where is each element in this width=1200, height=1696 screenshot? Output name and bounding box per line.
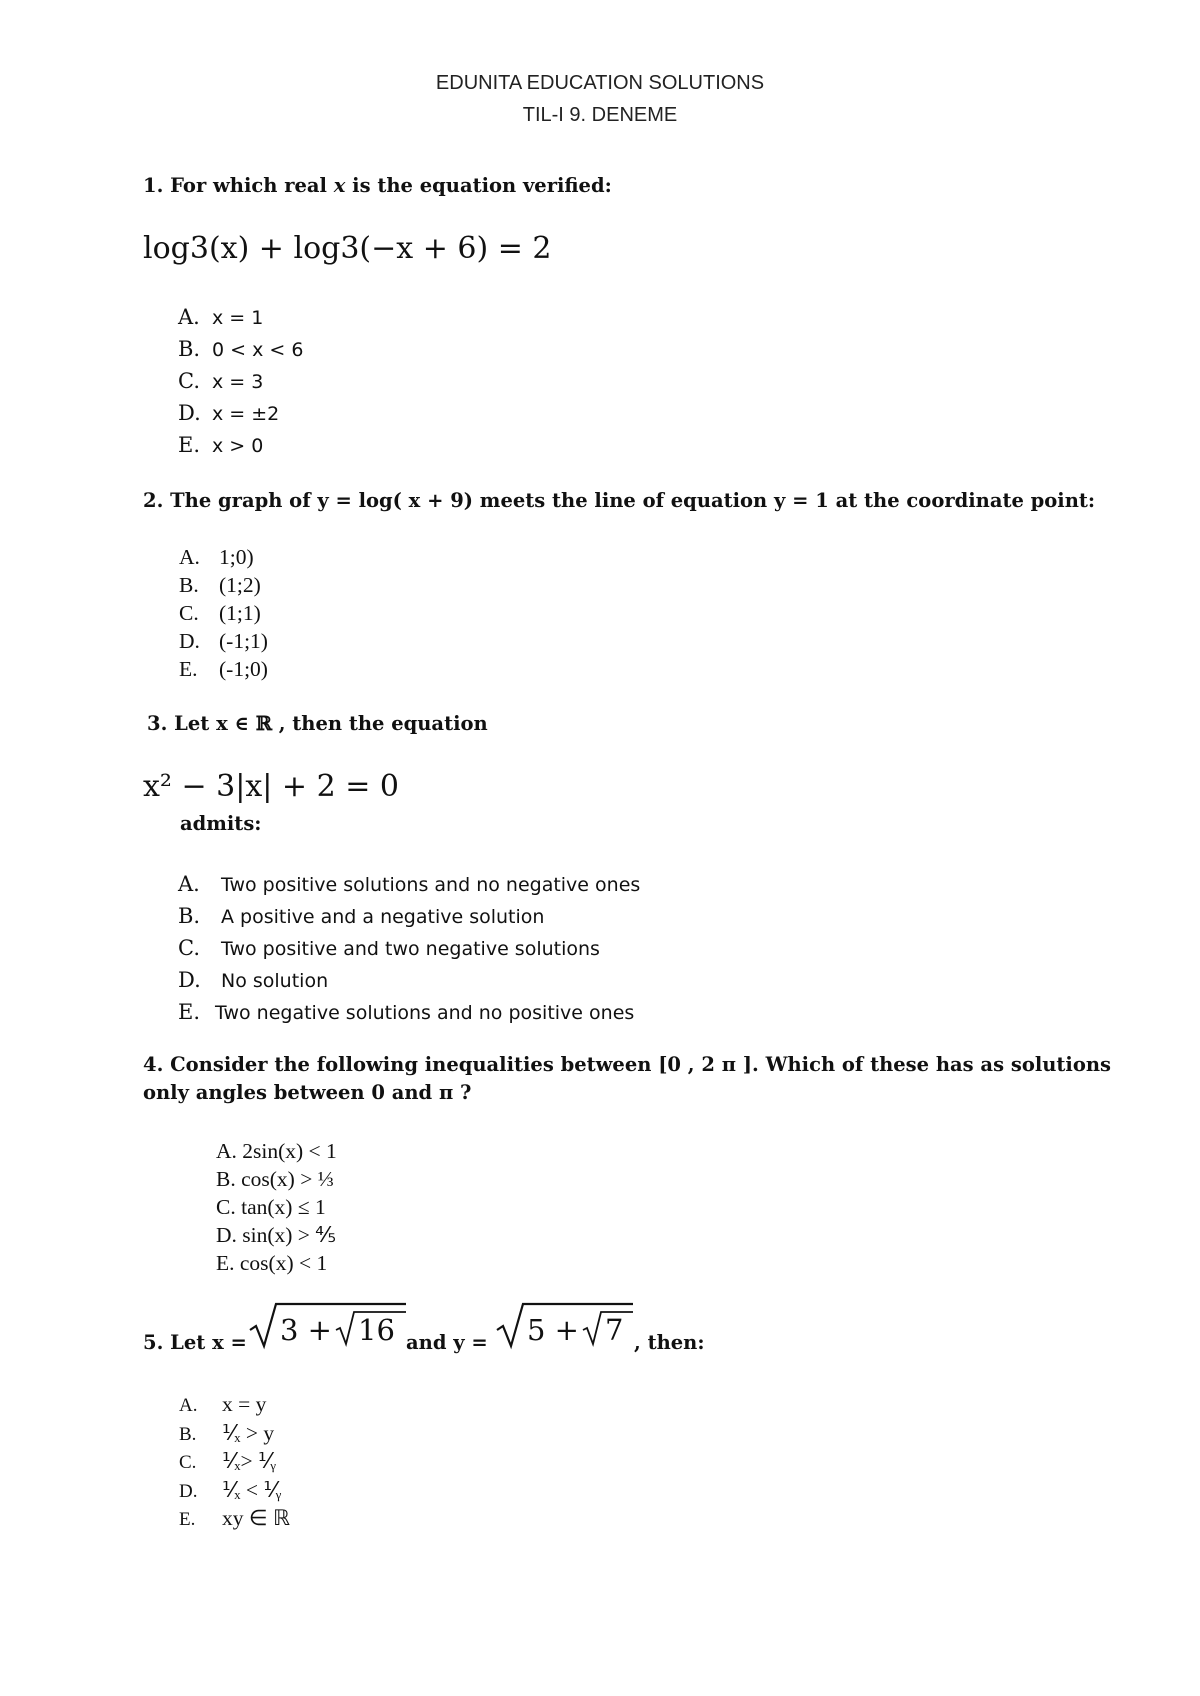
option-q1-b[interactable] — [178, 333, 303, 365]
option-letter: C. — [179, 1452, 197, 1473]
option-q3-e[interactable] — [178, 996, 640, 1028]
question-number: 5. — [143, 1331, 164, 1354]
option-letter: B. — [178, 904, 201, 928]
option-letter: A. — [179, 1395, 198, 1416]
option-letter: B. — [178, 337, 201, 361]
option-text: x > 0 — [212, 435, 264, 457]
option-text: Two negative solutions and no positive ones — [215, 1002, 635, 1024]
formula-q3 — [143, 762, 443, 810]
document-subtitle: TIL-I 9. DENEME — [522, 104, 678, 126]
question-1 — [143, 174, 612, 197]
option-text: (-1;0) — [219, 657, 268, 681]
question-5-then: , then: — [634, 1331, 705, 1354]
option-q2-c[interactable] — [179, 599, 268, 627]
option-q1-a[interactable] — [178, 301, 303, 333]
options-q2 — [179, 543, 268, 683]
option-q2-b[interactable] — [179, 571, 268, 599]
question-5 — [143, 1331, 247, 1354]
option-letter: E. — [179, 657, 198, 681]
option-text: x = ±2 — [212, 403, 280, 425]
option-text: (1;1) — [219, 601, 261, 625]
question-text: Let x ∈ ℝ , then the equation — [174, 712, 488, 735]
formula-q1 — [143, 222, 563, 272]
option-text: A positive and a negative solution — [221, 906, 545, 928]
option-letter: E. — [179, 1509, 196, 1530]
question-number: 3. — [147, 712, 168, 735]
option-letter: A. — [179, 545, 200, 569]
option-q5-a[interactable] — [179, 1390, 290, 1419]
option-q5-d[interactable] — [179, 1476, 290, 1505]
radical-x — [248, 1300, 408, 1352]
option-text: No solution — [221, 970, 329, 992]
question-text: Consider the following inequalities between [0 , 2 π ]. Which of these has as solutions — [170, 1053, 1111, 1076]
option-letter: C. — [178, 936, 200, 960]
option-q1-e[interactable] — [178, 429, 303, 461]
option-q3-c[interactable] — [178, 932, 640, 964]
option-letter: A. — [178, 305, 200, 329]
option-q3-a[interactable] — [178, 868, 640, 900]
option-text: 0 < x < 6 — [212, 339, 304, 361]
question-4 — [143, 1053, 1111, 1076]
question-variable: x — [333, 174, 346, 197]
option-q5-b[interactable] — [179, 1419, 290, 1448]
options-q4 — [216, 1137, 337, 1277]
option-q1-c[interactable] — [178, 365, 303, 397]
option-q1-d[interactable] — [178, 397, 303, 429]
option-text: Two positive solutions and no negative ones — [221, 874, 641, 896]
options-q1 — [178, 301, 303, 461]
option-q5-e[interactable] — [179, 1504, 290, 1533]
option-text: x = 1 — [212, 307, 264, 329]
option-q2-e[interactable] — [179, 655, 268, 683]
option-q3-d[interactable] — [178, 964, 640, 996]
document-title: EDUNITA EDUCATION SOLUTIONS — [435, 72, 765, 94]
option-letter: B. — [179, 573, 199, 597]
option-text: x = y — [222, 1392, 267, 1416]
question-3-continuation: admits: — [180, 812, 262, 835]
option-text: ⅟ₓ < ⅟ᵧ — [222, 1477, 282, 1502]
option-letter: D. — [179, 629, 200, 653]
option-q3-b[interactable] — [178, 900, 640, 932]
option-q2-d[interactable] — [179, 627, 268, 655]
question-text: is the equation verified: — [345, 174, 612, 197]
option-letter: A. — [178, 872, 200, 896]
option-text: (1;2) — [219, 573, 261, 597]
option-letter: D. — [179, 1480, 198, 1502]
option-q4-d[interactable]: D. sin(x) > ⅘ — [216, 1223, 337, 1247]
option-text: 1;0) — [219, 545, 254, 569]
question-number: 4. — [143, 1053, 164, 1076]
question-2 — [143, 489, 1095, 512]
radical-y-inner-text: 7 — [605, 1313, 624, 1347]
option-text: ⅟ₓ > y — [222, 1420, 275, 1445]
option-q4-c[interactable]: C. tan(x) ≤ 1 — [216, 1195, 326, 1219]
question-number: 2. — [143, 489, 164, 512]
option-letter: C. — [178, 369, 200, 393]
option-letter: E. — [178, 1000, 201, 1024]
radical-y — [495, 1300, 635, 1352]
option-q4-a[interactable]: A. 2sin(x) < 1 — [216, 1139, 337, 1163]
question-4-line-2: only angles between 0 and π ? — [143, 1081, 472, 1104]
question-text: For which real — [170, 174, 334, 197]
options-q5 — [179, 1390, 290, 1533]
option-text: xy ∈ ℝ — [222, 1506, 291, 1530]
radical-x-outer-text: 3 + — [280, 1313, 332, 1347]
question-5-and: and y = — [406, 1331, 488, 1354]
option-letter: C. — [179, 601, 199, 625]
radical-y-outer-text: 5 + — [527, 1313, 579, 1347]
formula-q1-text: log3(x) + log3(−x + 6) = 2 — [143, 231, 552, 266]
option-q4-b[interactable]: B. cos(x) > ⅓ — [216, 1167, 334, 1191]
question-text: The graph of y = log( x + 9) meets the line of equation y = 1 at the coordinate point: — [170, 489, 1096, 512]
option-q5-c[interactable] — [179, 1447, 290, 1476]
option-text: Two positive and two negative solutions — [221, 938, 600, 960]
option-text: ⅟ₓ> ⅟ᵧ — [222, 1449, 276, 1473]
option-text: x = 3 — [212, 371, 264, 393]
question-number: 1. — [143, 174, 164, 197]
question-text: Let x = — [170, 1331, 247, 1354]
option-q4-e[interactable]: E. cos(x) < 1 — [216, 1251, 328, 1275]
option-letter: B. — [179, 1423, 197, 1445]
question-3 — [147, 712, 488, 735]
option-text: (-1;1) — [219, 629, 268, 653]
options-q3 — [178, 868, 640, 1028]
formula-q3-text: x² − 3|x| + 2 = 0 — [143, 769, 399, 804]
option-letter: D. — [178, 401, 201, 425]
option-q2-a[interactable] — [179, 543, 268, 571]
radical-x-inner-text: 16 — [358, 1313, 395, 1347]
option-letter: D. — [178, 968, 201, 992]
option-letter: E. — [178, 433, 201, 457]
